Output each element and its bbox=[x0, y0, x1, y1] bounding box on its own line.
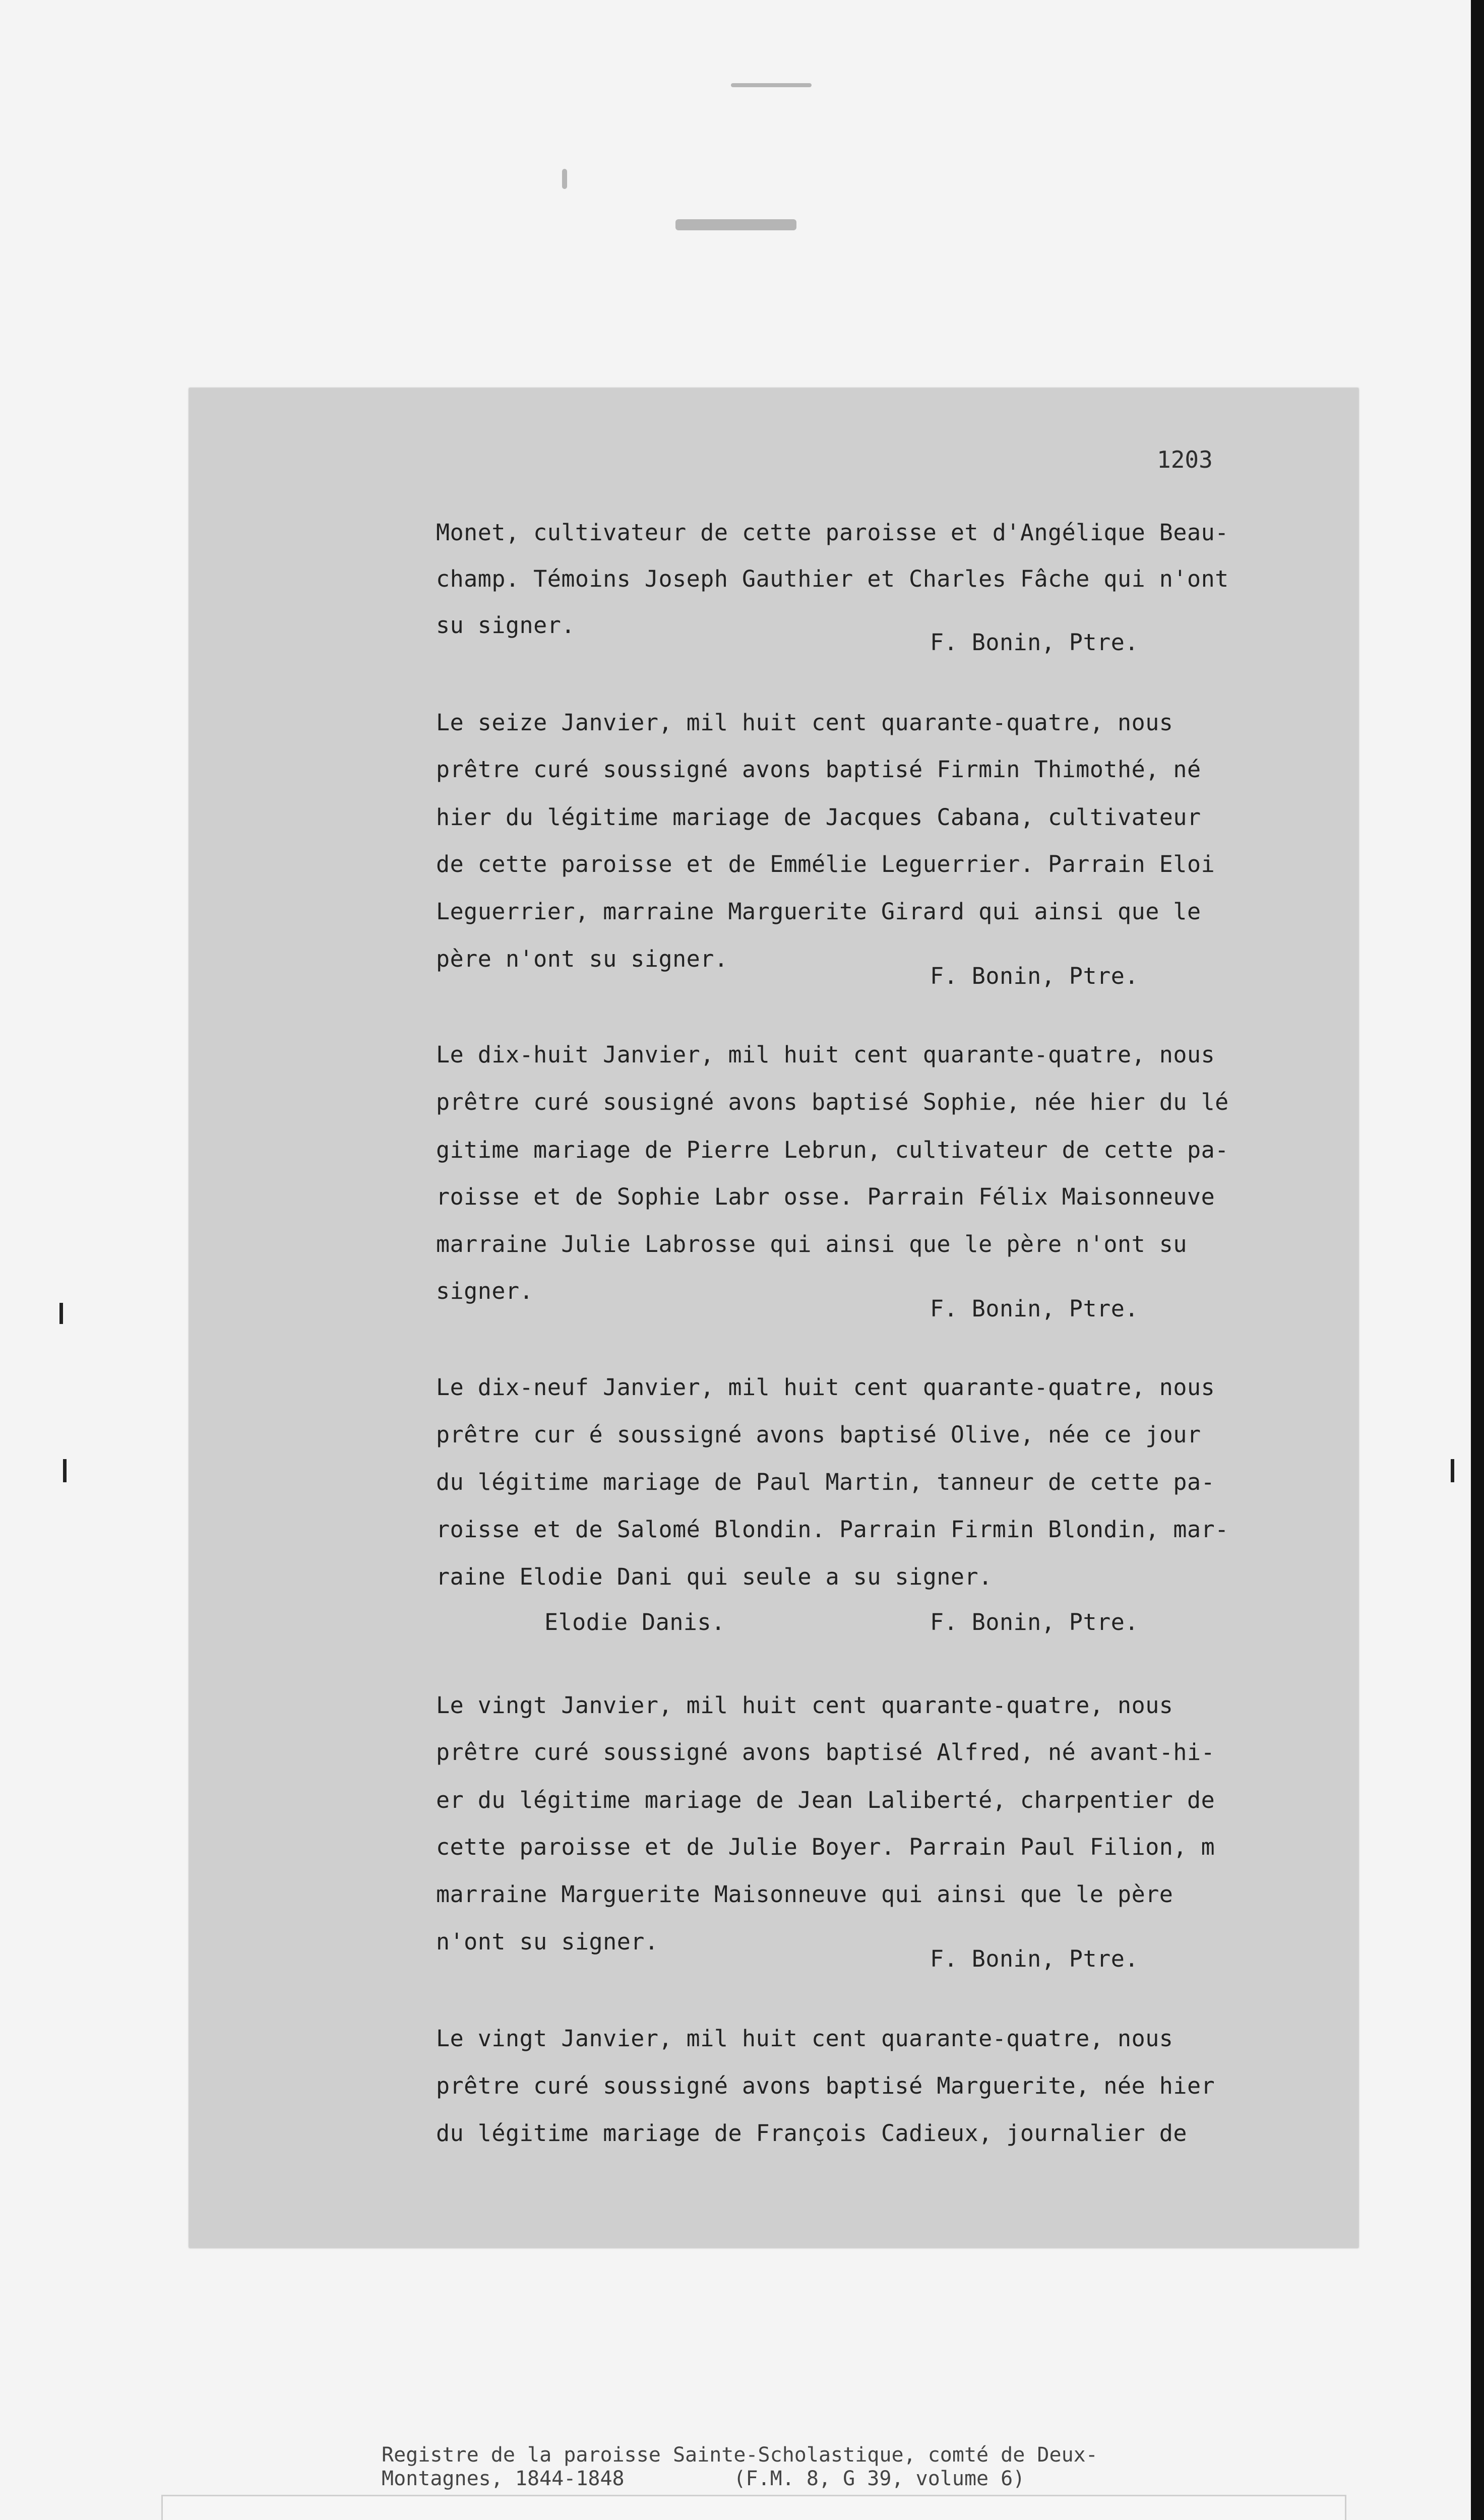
priest-signature: F. Bonin, Ptre. bbox=[930, 1945, 1139, 1972]
film-mark bbox=[63, 1459, 67, 1482]
text-line: prêtre curé sousigné avons baptisé Sophie, née hier du lé bbox=[436, 1089, 1229, 1115]
text-line: gitime mariage de Pierre Lebrun, cultivateur de cette pa- bbox=[436, 1137, 1229, 1163]
witness-signature: Elodie Danis. bbox=[544, 1609, 725, 1635]
text-line: er du légitime mariage de Jean Laliberté, charpentier de bbox=[436, 1787, 1215, 1813]
text-line: père n'ont su signer. bbox=[436, 946, 728, 972]
text-line: du légitime mariage de Paul Martin, tanneur de cette pa- bbox=[436, 1469, 1215, 1495]
text-line: n'ont su signer. bbox=[436, 1928, 659, 1955]
film-mark bbox=[59, 1303, 63, 1324]
priest-signature: F. Bonin, Ptre. bbox=[930, 963, 1139, 989]
text-line: roisse et de Sophie Labr osse. Parrain Félix Maisonneuve bbox=[436, 1183, 1215, 1210]
text-line: de cette paroisse et de Emmélie Leguerrier. Parrain Eloi bbox=[436, 851, 1215, 877]
film-smudge bbox=[675, 219, 796, 230]
text-line: champ. Témoins Joseph Gauthier et Charles Fâche qui n'ont bbox=[436, 565, 1229, 592]
text-line: prêtre curé soussigné avons baptisé Marguerite, née hier bbox=[436, 2072, 1215, 2099]
film-smudge bbox=[731, 83, 812, 87]
text-line: roisse et de Salomé Blondin. Parrain Firmin Blondin, mar- bbox=[436, 1516, 1229, 1543]
text-line: marraine Marguerite Maisonneuve qui ainsi que le père bbox=[436, 1881, 1173, 1908]
text-line: marraine Julie Labrosse qui ainsi que le père n'ont su bbox=[436, 1231, 1187, 1257]
text-line: su signer. bbox=[436, 612, 575, 639]
text-line: Le seize Janvier, mil huit cent quarante-quatre, nous bbox=[436, 709, 1173, 736]
text-line: Le dix-huit Janvier, mil huit cent quarante-quatre, nous bbox=[436, 1041, 1215, 1068]
caption-line: Registre de la paroisse Sainte-Scholastique, comté de Deux- bbox=[382, 2443, 1098, 2467]
film-smudge bbox=[562, 169, 567, 189]
text-line: hier du légitime mariage de Jacques Cabana, cultivateur bbox=[436, 804, 1201, 831]
text-line: prêtre curé soussigné avons baptisé Firmin Thimothé, né bbox=[436, 756, 1201, 783]
priest-signature: F. Bonin, Ptre. bbox=[930, 1609, 1139, 1635]
text-line: Le vingt Janvier, mil huit cent quarante-quatre, nous bbox=[436, 1692, 1173, 1719]
priest-signature: F. Bonin, Ptre. bbox=[930, 1295, 1139, 1322]
text-line: Monet, cultivateur de cette paroisse et d'Angélique Beau- bbox=[436, 519, 1229, 546]
text-line: signer. bbox=[436, 1278, 534, 1304]
text-line: raine Elodie Dani qui seule a su signer. bbox=[436, 1563, 993, 1590]
register-page bbox=[189, 388, 1358, 2248]
text-line: du légitime mariage de François Cadieux, journalier de bbox=[436, 2120, 1187, 2147]
text-line: cette paroisse et de Julie Boyer. Parrain Paul Filion, m bbox=[436, 1834, 1215, 1860]
text-line: Leguerrier, marraine Marguerite Girard qui ainsi que le bbox=[436, 898, 1201, 925]
text-line: prêtre cur é soussigné avons baptisé Olive, née ce jour bbox=[436, 1421, 1201, 1448]
text-line: prêtre curé soussigné avons baptisé Alfred, né avant-hi- bbox=[436, 1739, 1215, 1766]
page-number: 1203 bbox=[1157, 446, 1213, 473]
archive-stamp-box bbox=[161, 2495, 1346, 2520]
film-mark bbox=[1451, 1459, 1454, 1482]
priest-signature: F. Bonin, Ptre. bbox=[930, 629, 1139, 656]
text-line: Le dix-neuf Janvier, mil huit cent quarante-quatre, nous bbox=[436, 1374, 1215, 1401]
caption-line: Montagnes, 1844-1848 (F.M. 8, G 39, volume 6) bbox=[382, 2467, 1025, 2490]
film-frame-edge bbox=[1471, 0, 1484, 2520]
text-line: Le vingt Janvier, mil huit cent quarante-quatre, nous bbox=[436, 2025, 1173, 2052]
